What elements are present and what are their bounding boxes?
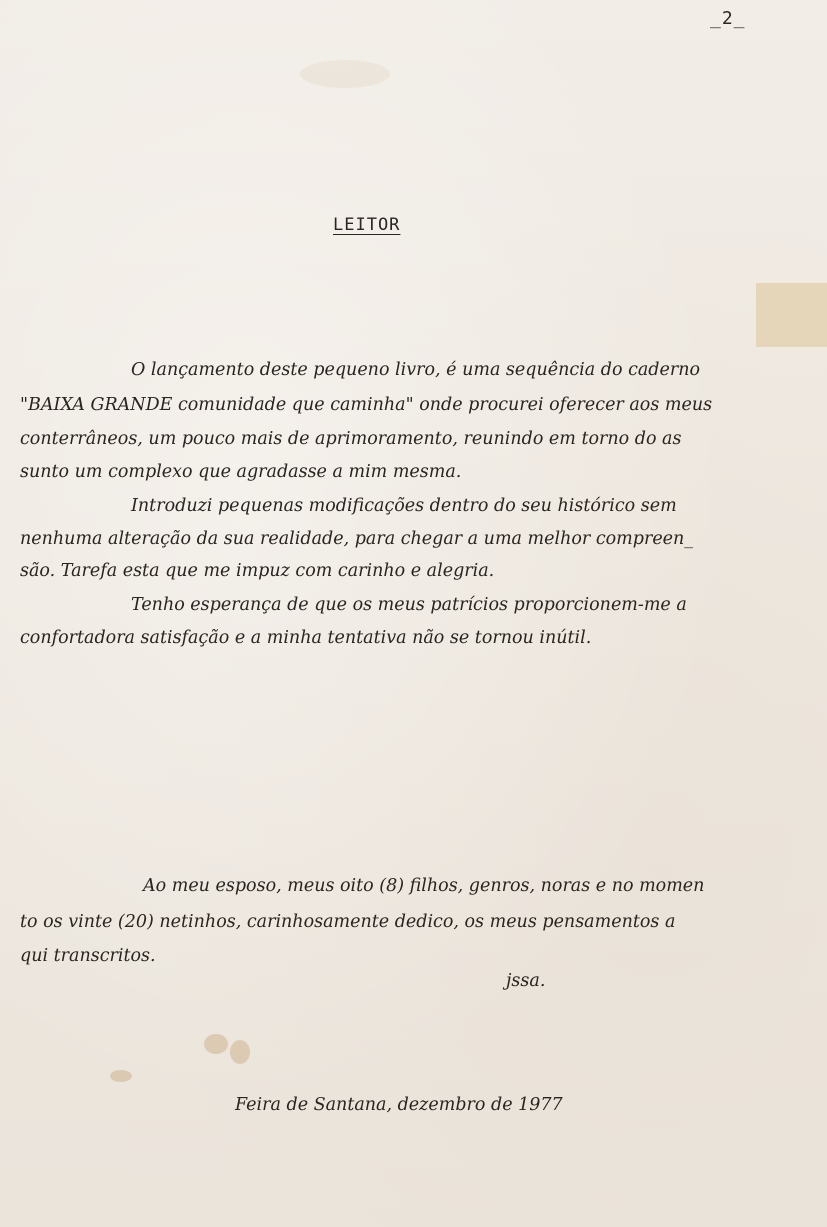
signature: jssa. [506,971,546,991]
dedication-line: Ao meu esposo, meus oito (8) filhos, genros, noras e no momen [143,876,705,896]
paragraph-line: confortadora satisfação e a minha tentativa não se tornou inútil. [20,628,592,648]
dedication-line: to os vinte (20) netinhos, carinhosamente dedico, os meus pensamentos a [20,912,676,932]
stain [110,1070,132,1082]
tape-piece [756,283,827,347]
stain [204,1034,228,1054]
paragraph-line: Introduzi pequenas modificações dentro do seu histórico sem [131,496,677,516]
page-title: LEITOR [333,215,401,235]
paragraph-line: "BAIXA GRANDE comunidade que caminha" onde procurei oferecer aos meus [20,395,713,415]
paragraph-line: nenhuma alteração da sua realidade, para chegar a uma melhor compreen_ [20,529,694,549]
page-number: _2_ [710,8,746,29]
paragraph-line: são. Tarefa esta que me impuz com carinho e alegria. [20,561,495,581]
paragraph-line: O lançamento deste pequeno livro, é uma sequência do caderno [131,360,701,380]
stain [300,60,390,88]
stain [230,1040,250,1064]
paragraph-line: conterrâneos, um pouco mais de aprimoramento, reunindo em torno do as [20,429,682,449]
dedication-line: qui transcritos. [20,946,156,966]
paragraph-line: sunto um complexo que agradasse a mim mesma. [20,462,462,482]
paragraph-line: Tenho esperança de que os meus patrícios proporcionem-me a [131,595,687,615]
place-date: Feira de Santana, dezembro de 1977 [235,1095,563,1115]
